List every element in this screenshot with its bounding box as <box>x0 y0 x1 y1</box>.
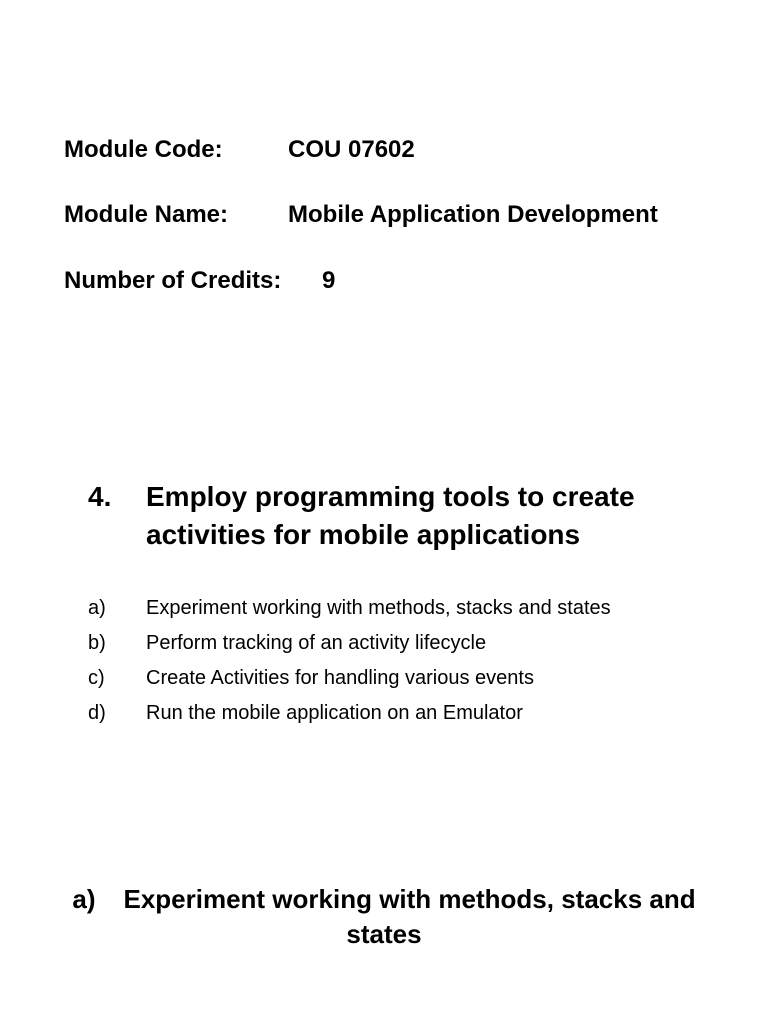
module-name-label: Module Name: <box>64 201 229 228</box>
credits-value: 9 <box>322 267 336 294</box>
outcome-text: Employ programming tools to create activities for mobile applications <box>146 481 635 550</box>
module-code-row <box>64 136 415 164</box>
sub-outcome-list <box>88 594 678 734</box>
module-code-label: Module Code: <box>64 136 223 163</box>
list-item <box>88 629 678 657</box>
list-marker: d) <box>88 702 106 724</box>
credits-row <box>64 267 336 295</box>
list-marker: b) <box>88 632 106 654</box>
list-item-text: Experiment working with methods, stacks and states <box>146 597 611 619</box>
list-item-text: Run the mobile application on an Emulator <box>146 702 523 724</box>
list-item <box>88 594 678 622</box>
list-item <box>88 699 678 727</box>
section-marker: a) <box>72 884 96 914</box>
list-marker: c) <box>88 667 105 689</box>
list-marker: a) <box>88 597 106 619</box>
module-name-value: Mobile Application Development <box>288 201 658 228</box>
module-code-value: COU 07602 <box>288 136 415 163</box>
credits-label: Number of Credits: <box>64 267 282 294</box>
module-name-row <box>64 201 658 229</box>
section-heading <box>60 882 708 952</box>
outcome-number: 4. <box>88 481 112 512</box>
list-item-text: Perform tracking of an activity lifecycle <box>146 632 487 654</box>
list-item-text: Create Activities for handling various events <box>146 667 534 689</box>
list-item <box>88 664 678 692</box>
section-title: Experiment working with methods, stacks and states <box>123 884 696 949</box>
